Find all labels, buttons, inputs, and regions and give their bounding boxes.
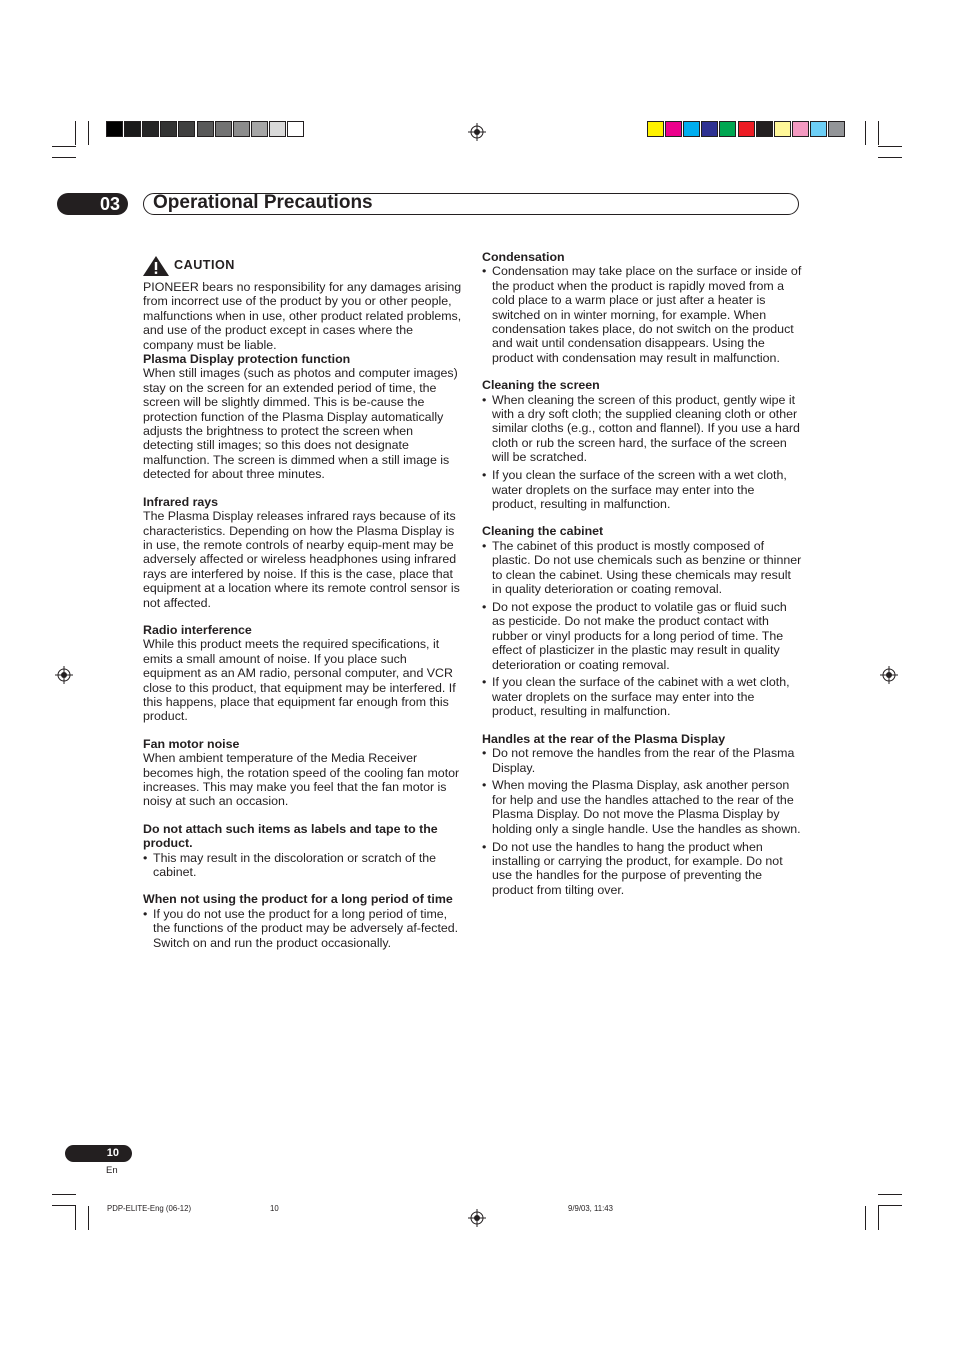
warning-triangle-icon bbox=[143, 256, 169, 276]
registration-mark-icon bbox=[468, 1209, 486, 1227]
crop-mark bbox=[52, 146, 76, 147]
crop-mark bbox=[878, 157, 902, 158]
section-body: The Plasma Display releases infrared rays because of its characteristics. Depending on how the Plasma Display is in use, the remote controls of nearby equip-ment may be adversely affected or wireless headphones using infrared rays are interfered by noise. If this is the case, place that equipment at a location where its remote control sensor is not affected. bbox=[143, 509, 460, 610]
left-column bbox=[143, 280, 464, 963]
section-condensation bbox=[482, 250, 802, 365]
color-swatch bbox=[269, 121, 286, 137]
color-swatch bbox=[215, 121, 232, 137]
section-body: While this product meets the required specifications, it emits a small amount of noise. If you place such equipment as an AM radio, personal computer, and VCR close to this product, that equipment may be interfered. If this happens, place that equipment far enough from this product. bbox=[143, 637, 456, 724]
crop-mark bbox=[878, 146, 902, 147]
color-swatch bbox=[828, 121, 845, 137]
color-swatch bbox=[647, 121, 664, 137]
crop-mark bbox=[88, 121, 89, 145]
section-heading: When not using the product for a long period of time bbox=[143, 892, 453, 907]
crop-mark bbox=[878, 1194, 902, 1195]
bullet-item: • If you clean the surface of the screen with a wet cloth, water droplets on the surface may enter into the product, resulting in malfunction. bbox=[482, 468, 802, 511]
color-swatch bbox=[124, 121, 141, 137]
registration-mark-icon bbox=[55, 666, 73, 684]
color-swatch bbox=[738, 121, 755, 137]
section-body: When still images (such as photos and computer images) stay on the screen for an extended period of time, the screen will be slightly dimmed. This is be-cause the protection function of the Plasma Display automatically adjusts the brightness to protect the screen when detecting still images; so this does not designate malfunction. The screen is dimmed when a still image is detected for about three minutes. bbox=[143, 366, 458, 482]
section-radio-interference bbox=[143, 623, 464, 724]
section-heading: Radio interference bbox=[143, 622, 252, 637]
bullet-item: • Do not expose the product to volatile gas or fluid such as pesticide. Do not make the product contact with rubber or vinyl products for a long period of time. The effect of plasticizer in the plastic may result in quality deterioration or coating removal. bbox=[482, 600, 802, 672]
section-heading: Cleaning the cabinet bbox=[482, 524, 604, 539]
section-heading: Do not attach such items as labels and tape to the product. bbox=[143, 821, 438, 851]
bullet-item: • If you clean the surface of the cabinet with a wet cloth, water droplets on the surface may enter into the product, resulting in malfunction. bbox=[482, 675, 802, 718]
crop-mark bbox=[865, 121, 866, 145]
section-heading: Fan motor noise bbox=[143, 736, 240, 751]
section-cleaning-the-cabinet bbox=[482, 524, 802, 718]
crop-mark bbox=[878, 1205, 902, 1206]
crop-mark bbox=[75, 121, 76, 145]
section-heading: Condensation bbox=[482, 250, 565, 264]
crop-mark bbox=[878, 121, 879, 145]
section-plasma-display-protection-function bbox=[143, 352, 464, 482]
bullet-item: • When cleaning the screen of this product, gently wipe it with a dry soft cloth; the supplied cleaning cloth or other similar cloths (e.g., cotton and flannel). If you use a hard cloth or rub the screen hard, the surface of the screen will be scratched. bbox=[482, 393, 802, 465]
language-label: En bbox=[106, 1165, 118, 1176]
color-swatch bbox=[756, 121, 773, 137]
color-swatch bbox=[774, 121, 791, 137]
crop-mark bbox=[52, 1205, 76, 1206]
bullet-item: • The cabinet of this product is mostly composed of plastic. Do not use chemicals such as benzine or thinner to clean the cabinet. Using these chemicals may result in quality deterioration or coating removal. bbox=[482, 539, 802, 597]
caution-label: CAUTION bbox=[174, 258, 235, 272]
color-swatch bbox=[665, 121, 682, 137]
color-swatch bbox=[197, 121, 214, 137]
color-swatch bbox=[810, 121, 827, 137]
color-swatch bbox=[287, 121, 304, 137]
file-name: PDP-ELITE-Eng (06-12) bbox=[107, 1204, 192, 1213]
color-swatch bbox=[160, 121, 177, 137]
section-handles-at-the-rear-of-the-plasma-displa bbox=[482, 732, 802, 897]
crop-mark bbox=[52, 1194, 76, 1195]
color-swatch bbox=[683, 121, 700, 137]
crop-mark bbox=[52, 157, 76, 158]
crop-mark bbox=[88, 1206, 89, 1230]
color-swatch bbox=[106, 121, 123, 137]
color-swatch bbox=[701, 121, 718, 137]
section-body: When ambient temperature of the Media Receiver becomes high, the rotation speed of the cooling fan motor increases. This may make you feel that the fan motor is noisy at such an occasion. bbox=[143, 751, 460, 809]
registration-mark-icon bbox=[468, 123, 486, 141]
crop-mark bbox=[865, 1206, 866, 1230]
bullet-item: • Condensation may take place on the surface or inside of the product when the product is rapidly moved from a cold place to a warm place or just after a heater is switched on in winter morning, for example. When condensation takes place, do not switch on the product and wait until condensation disappears. Using the product with condensation may result in malfunction. bbox=[482, 264, 802, 365]
color-swatch bbox=[792, 121, 809, 137]
color-swatch bbox=[251, 121, 268, 137]
page-number-badge: 10 bbox=[65, 1145, 132, 1162]
color-swatch bbox=[178, 121, 195, 137]
color-swatch bbox=[233, 121, 250, 137]
section-when-not-using-the-product-for-a-long-pe bbox=[143, 892, 464, 950]
page-title: Operational Precautions bbox=[153, 192, 373, 213]
bullet-item: • If you do not use the product for a long period of time, the functions of the product may be adversely af-fected. Switch on and run the product occasionally. bbox=[143, 907, 464, 950]
section-heading: Cleaning the screen bbox=[482, 378, 600, 393]
chapter-number-badge: 03 bbox=[57, 193, 128, 215]
crop-mark bbox=[878, 1206, 879, 1230]
section-fan-motor-noise bbox=[143, 737, 464, 809]
section-heading: Handles at the rear of the Plasma Display bbox=[482, 731, 726, 746]
section-do-not-attach-such-items-as-labels-and-t bbox=[143, 822, 464, 880]
right-column bbox=[482, 250, 802, 910]
print-timestamp: 9/9/03, 11:43 bbox=[568, 1204, 613, 1213]
registration-mark-icon bbox=[880, 666, 898, 684]
section-heading: Infrared rays bbox=[143, 494, 219, 509]
section-cleaning-the-screen bbox=[482, 378, 802, 511]
bullet-item: • When moving the Plasma Display, ask another person for help and use the handles attached to the rear of the Plasma Display. Do not move the Plasma Display by holding only a single handle. Use the handles as shown. bbox=[482, 778, 802, 836]
bullet-item: • Do not use the handles to hang the product when installing or carrying the product, for example. Do not use the handles for the purpose of preventing the product from tilting over. bbox=[482, 840, 802, 898]
bullet-item: • Do not remove the handles from the rear of the Plasma Display. bbox=[482, 746, 802, 775]
file-page-number: 10 bbox=[270, 1204, 279, 1213]
crop-mark bbox=[75, 1206, 76, 1230]
section-heading: Plasma Display protection function bbox=[143, 352, 351, 367]
caution-text: PIONEER bears no responsibility for any damages arising from incorrect use of the product by you or other people, malfunctions when in use, other product related problems, and use of the product except in cases where the company must be liable. bbox=[143, 280, 462, 352]
color-swatch bbox=[142, 121, 159, 137]
section-infrared-rays bbox=[143, 495, 464, 610]
color-swatch bbox=[719, 121, 736, 137]
bullet-item: • This may result in the discoloration or scratch of the cabinet. bbox=[143, 851, 464, 880]
